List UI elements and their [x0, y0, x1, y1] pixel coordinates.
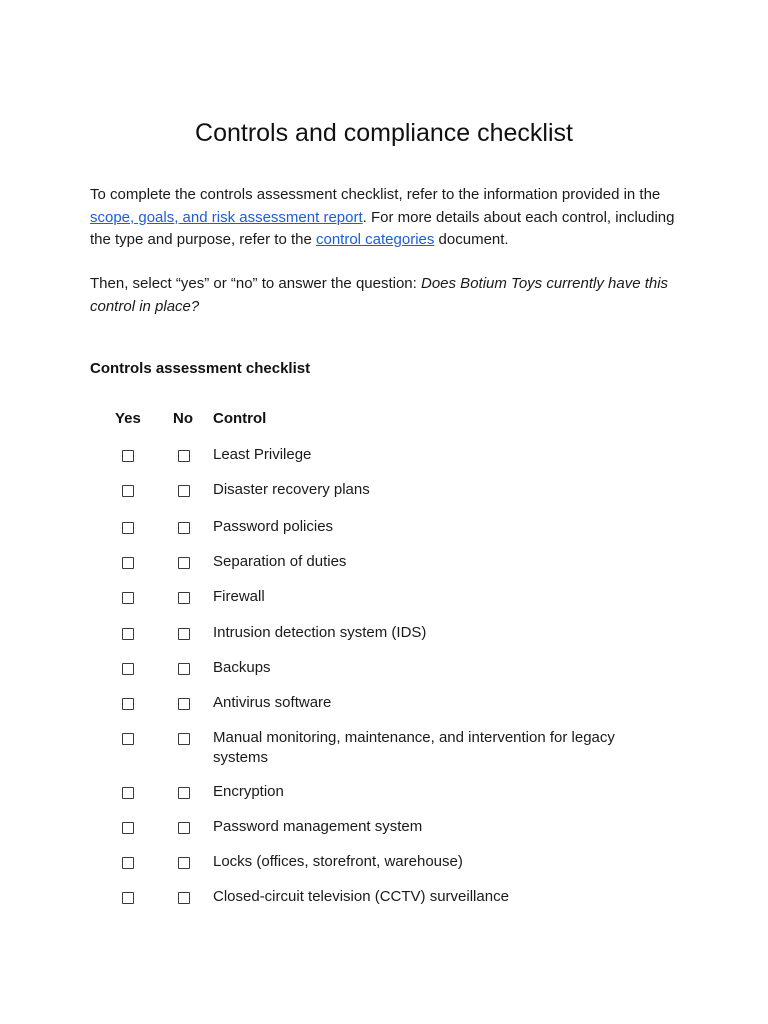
control-label: Disaster recovery plans — [213, 481, 370, 498]
no-checkbox[interactable] — [178, 663, 190, 675]
checklist-row — [0, 817, 768, 847]
control-label: Separation of duties — [213, 553, 347, 570]
intro-paragraph — [90, 184, 690, 252]
no-checkbox[interactable] — [178, 592, 190, 604]
no-checkbox[interactable] — [178, 557, 190, 569]
control-label: Encryption — [213, 783, 284, 800]
intro-text-2: . For more details about each control, including the type and purpose, refer to the — [90, 208, 675, 248]
checklist-row — [0, 693, 768, 723]
instruction-paragraph — [90, 273, 690, 318]
control-label: Manual monitoring, maintenance, and intervention for legacy systems — [213, 729, 615, 766]
checklist-row — [0, 587, 768, 617]
risk-assessment-report-link[interactable]: scope, goals, and risk assessment report — [90, 208, 363, 226]
yes-checkbox[interactable] — [122, 733, 134, 745]
checklist-heading: Controls assessment checklist — [90, 360, 311, 377]
checklist-row — [0, 517, 768, 547]
page-title: Controls and compliance checklist — [195, 119, 573, 147]
no-checkbox[interactable] — [178, 892, 190, 904]
yes-checkbox[interactable] — [122, 787, 134, 799]
checklist-row — [0, 887, 768, 917]
checklist-row — [0, 658, 768, 688]
control-label: Closed-circuit television (CCTV) surveillance — [213, 888, 509, 905]
yes-checkbox[interactable] — [122, 628, 134, 640]
control-label: Password policies — [213, 518, 334, 535]
control-label: Locks (offices, storefront, warehouse) — [213, 853, 463, 870]
no-checkbox[interactable] — [178, 485, 190, 497]
no-checkbox[interactable] — [178, 698, 190, 710]
no-checkbox[interactable] — [178, 822, 190, 834]
control-label: Least Privilege — [213, 446, 312, 463]
instruction-text: Then, select “yes” or “no” to answer the question: — [90, 275, 421, 292]
checklist-row — [0, 445, 768, 475]
column-header-yes: Yes — [115, 410, 141, 427]
checklist-row — [0, 552, 768, 582]
control-label: Password management system — [213, 818, 423, 835]
no-checkbox[interactable] — [178, 787, 190, 799]
column-header-control: Control — [213, 410, 267, 427]
intro-text-1: To complete the controls assessment checklist, refer to the information provided in the — [90, 186, 661, 203]
no-checkbox[interactable] — [178, 450, 190, 462]
instruction-question: Does Botium Toys currently have this control in place? — [90, 275, 669, 315]
yes-checkbox[interactable] — [122, 663, 134, 675]
yes-checkbox[interactable] — [122, 557, 134, 569]
yes-checkbox[interactable] — [122, 892, 134, 904]
yes-checkbox[interactable] — [122, 857, 134, 869]
yes-checkbox[interactable] — [122, 822, 134, 834]
yes-checkbox[interactable] — [122, 592, 134, 604]
no-checkbox[interactable] — [178, 628, 190, 640]
yes-checkbox[interactable] — [122, 522, 134, 534]
control-label: Backups — [213, 659, 271, 676]
yes-checkbox[interactable] — [122, 485, 134, 497]
column-header-no: No — [173, 410, 193, 427]
checklist-row — [0, 852, 768, 882]
checklist-row — [0, 623, 768, 653]
checklist-row — [0, 782, 768, 812]
control-categories-link[interactable]: control categories — [315, 231, 435, 248]
control-label: Firewall — [213, 588, 265, 605]
intro-text-3: document. — [434, 231, 509, 248]
no-checkbox[interactable] — [178, 733, 190, 745]
control-label: Antivirus software — [213, 694, 332, 711]
checklist-row — [0, 728, 768, 766]
yes-checkbox[interactable] — [122, 450, 134, 462]
no-checkbox[interactable] — [178, 522, 190, 534]
no-checkbox[interactable] — [178, 857, 190, 869]
control-label: Intrusion detection system (IDS) — [213, 624, 427, 641]
yes-checkbox[interactable] — [122, 698, 134, 710]
checklist-row — [0, 480, 768, 510]
